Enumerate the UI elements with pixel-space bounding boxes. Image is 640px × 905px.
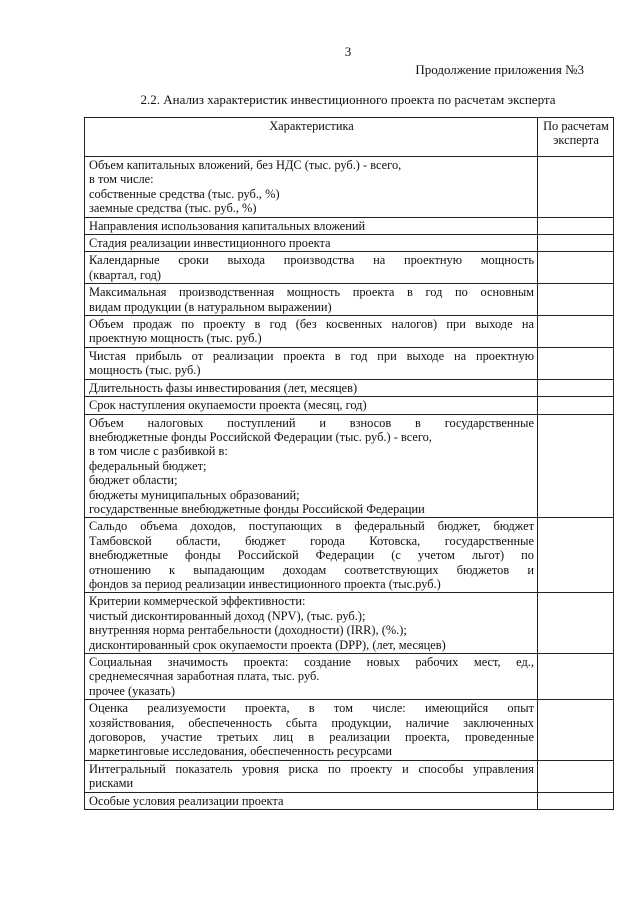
expert-value-cell — [538, 414, 614, 518]
expert-value-cell — [538, 397, 614, 414]
table-body — [85, 157, 614, 810]
characteristic-line: чистый дисконтированный доход (NPV), (тыс. руб.); — [89, 608, 366, 623]
table-row — [85, 397, 614, 414]
characteristic-line: федеральный бюджет; — [89, 458, 207, 473]
characteristic-line: хозяйствования, обеспеченность сбыта продукции, наличие заключенных — [89, 715, 534, 730]
characteristic-line: Объем капитальных вложений, без НДС (тыс. руб.) - всего, — [89, 158, 402, 172]
table-row — [85, 518, 614, 593]
characteristic-line: мощность (тыс. руб.) — [89, 363, 201, 378]
characteristic-line: рисками — [89, 776, 134, 791]
table-row — [85, 316, 614, 348]
table-row — [85, 414, 614, 518]
characteristic-line: Критерии коммерческой эффективности: — [89, 594, 306, 609]
characteristic-cell — [85, 252, 538, 284]
characteristic-line: проектную мощность (тыс. руб.) — [89, 331, 262, 346]
characteristic-line: договоров, участие третьих лиц в реализации проекта, проведенные — [89, 730, 534, 745]
characteristic-line: Направления использования капитальных вложений — [89, 218, 366, 233]
characteristic-cell — [85, 654, 538, 700]
expert-value-cell — [538, 792, 614, 809]
expert-value-cell — [538, 217, 614, 234]
table-row — [85, 217, 614, 234]
characteristic-line: маркетинговые исследования, обеспеченность ресурсами — [89, 744, 393, 759]
characteristic-line: Длительность фазы инвестирования (лет, месяцев) — [89, 380, 358, 395]
characteristic-line: Календарные сроки выхода производства на проектную мощность — [89, 253, 534, 268]
characteristic-line: бюджеты муниципальных образований; — [89, 487, 300, 502]
expert-value-cell — [538, 518, 614, 593]
characteristic-line: Оценка реализуемости проекта, в том числе: имеющийся опыт — [89, 701, 534, 716]
characteristic-line: среднемесячная заработная плата, тыс. руб. — [89, 669, 320, 684]
characteristic-cell — [85, 284, 538, 316]
expert-value-cell — [538, 760, 614, 792]
characteristic-line: Срок наступления окупаемости проекта (месяц, год) — [89, 398, 367, 413]
characteristic-line: государственные внебюджетные фонды Российской Федерации — [89, 501, 425, 516]
table-row — [85, 593, 614, 654]
characteristic-line: собственные средства (тыс. руб., %) — [89, 186, 280, 201]
expert-value-cell — [538, 654, 614, 700]
characteristic-cell — [85, 518, 538, 593]
expert-value-cell — [538, 700, 614, 761]
characteristic-line: Сальдо объема доходов, поступающих в федеральный бюджет, бюджет — [89, 519, 534, 534]
characteristic-cell — [85, 593, 538, 654]
expert-value-cell — [538, 284, 614, 316]
characteristics-table — [84, 117, 614, 810]
table-row — [85, 157, 614, 218]
table-row — [85, 252, 614, 284]
section-title: 2.2. Анализ характеристик инвестиционного проекта по расчетам эксперта — [140, 92, 556, 107]
table-row — [85, 760, 614, 792]
appendix-continuation-note: Продолжение приложения №3 — [415, 62, 584, 77]
characteristic-line: дисконтированный срок окупаемости проекта (DPP), (лет, месяцев) — [89, 637, 446, 652]
characteristic-cell — [85, 379, 538, 396]
table-header-row — [85, 118, 614, 157]
expert-value-cell — [538, 252, 614, 284]
characteristic-line: отношению к выпадающим доходам соответствующих бюджетов и — [89, 562, 534, 577]
characteristic-cell — [85, 217, 538, 234]
table-row — [85, 284, 614, 316]
characteristic-line: Тамбовской области, бюджет города Котовска, государственные — [89, 533, 534, 548]
characteristic-cell — [85, 316, 538, 348]
characteristic-cell — [85, 157, 538, 218]
characteristic-line: видам продукции (в натуральном выражении) — [89, 299, 332, 314]
header-characteristic: Характеристика — [85, 118, 538, 157]
characteristic-line: Стадия реализации инвестиционного проекта — [89, 236, 331, 251]
characteristic-line: в том числе: — [89, 172, 154, 187]
characteristic-line: бюджет области; — [89, 473, 178, 488]
table-row — [85, 700, 614, 761]
table-row — [85, 235, 614, 252]
characteristic-line: Объем налоговых поступлений и взносов в государственные — [89, 415, 534, 430]
expert-value-cell — [538, 593, 614, 654]
characteristic-line: Максимальная производственная мощность проекта в год по основным — [89, 285, 534, 300]
characteristic-line: (квартал, год) — [89, 267, 161, 282]
characteristic-line: Интегральный показатель уровня риска по проекту и способы управления — [89, 761, 534, 776]
characteristic-line: прочее (указать) — [89, 683, 175, 698]
characteristic-cell — [85, 414, 538, 518]
table-row — [85, 379, 614, 396]
characteristic-cell — [85, 347, 538, 379]
characteristic-line: Особые условия реализации проекта — [89, 793, 284, 808]
characteristic-line: внебюджетные фонды Российской Федерации (с учетом льгот) по — [89, 548, 534, 563]
characteristic-cell — [85, 760, 538, 792]
expert-value-cell — [538, 379, 614, 396]
characteristic-cell — [85, 397, 538, 414]
characteristic-line: Чистая прибыль от реализации проекта в год при выходе на проектную — [89, 348, 534, 363]
characteristic-line: в том числе с разбивкой в: — [89, 444, 228, 459]
expert-value-cell — [538, 347, 614, 379]
expert-value-cell — [538, 316, 614, 348]
expert-value-cell — [538, 235, 614, 252]
table-row — [85, 792, 614, 809]
characteristic-line: внебюджетные фонды Российской Федерации (тыс. руб.) - всего, — [89, 429, 432, 444]
table-row — [85, 654, 614, 700]
characteristic-cell — [85, 235, 538, 252]
header-expert-calculation: По расчетам эксперта — [538, 118, 614, 157]
table-row — [85, 347, 614, 379]
characteristic-line: фондов за период реализации инвестиционного проекта (тыс.руб.) — [89, 576, 441, 591]
page-number: 3 — [344, 44, 352, 59]
characteristic-line: заемные средства (тыс. руб., %) — [89, 201, 257, 216]
characteristic-line: внутренняя норма рентабельности (доходности) (IRR), (%.); — [89, 623, 407, 638]
characteristic-cell — [85, 792, 538, 809]
characteristic-line: Социальная значимость проекта: создание новых рабочих мест, ед., — [89, 655, 534, 669]
characteristic-line: Объем продаж по проекту в год (без косвенных налогов) при выходе на — [89, 317, 534, 332]
expert-value-cell — [538, 157, 614, 218]
characteristic-cell — [85, 700, 538, 761]
